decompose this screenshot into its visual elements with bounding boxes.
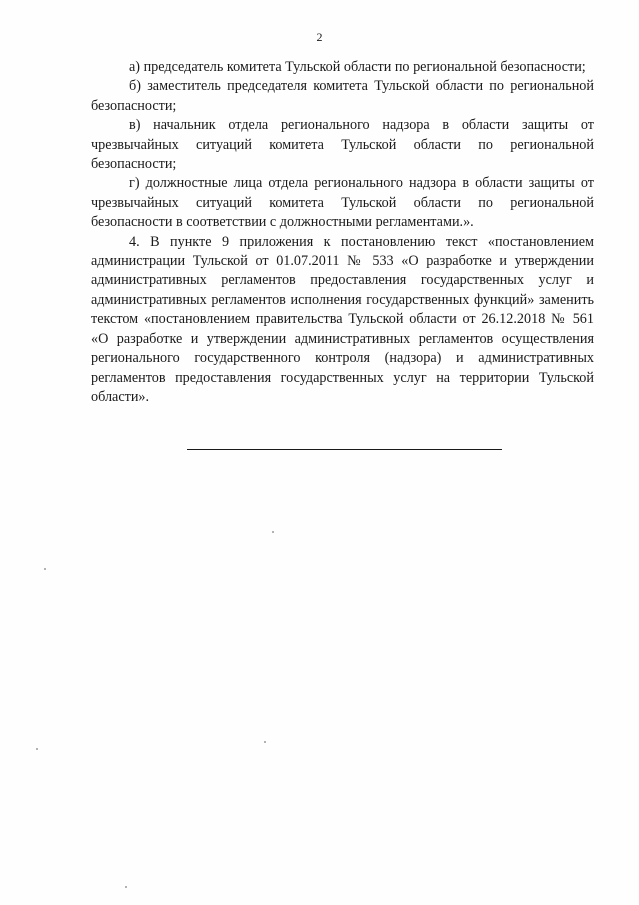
paragraph-item-a: а) председатель комитета Тульской области по региональной безопасности; [129, 59, 586, 75]
paragraph-point-4: 4. В пункте 9 приложения к постановлению текст «постановлением администрации Тульской от 01.07.2011 № 533 «О разработке и утверждении административных регламентов предоставления государственных услуг и административных регламентов исполнения государственных функций» заменить текстом «постановлением правительства Тульской области от 26.12.2018 № 561 «О разработке и утверждении административных регламентов осуществления регионального государственного контроля (надзора) и административных регламентов предоставления государственных услуг на территории Тульской области». [91, 233, 594, 405]
paragraph-item-v: в) начальник отдела регионального надзора в области защиты от чрезвычайных ситуаций комитета Тульской области по региональной безопасности; [91, 117, 594, 173]
scan-speck [44, 568, 46, 570]
scan-speck [264, 741, 266, 743]
scan-speck [36, 748, 38, 750]
scan-speck [272, 531, 274, 533]
paragraph-item-b: б) заместитель председателя комитета Тульской области по региональной безопасности; [91, 78, 594, 114]
paragraph-item-g: г) должностные лица отдела регионального надзора в области защиты от чрезвычайных ситуаций комитета Тульской области по региональной безопасности в соответствии с должностными регламентами.». [91, 175, 594, 231]
scan-speck [125, 886, 127, 888]
closing-separator-line [187, 449, 502, 450]
page-number: 2 [316, 30, 323, 44]
document-body [91, 58, 594, 407]
